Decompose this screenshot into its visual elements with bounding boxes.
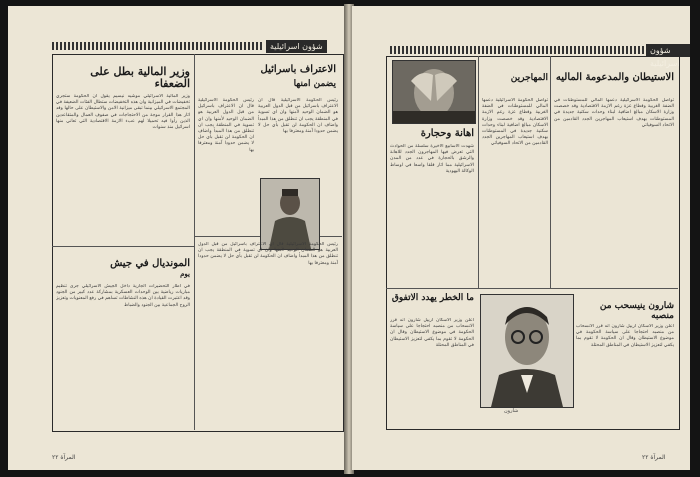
article-body: تواصل الحكومة الاسرائيلية دعمها المالي للمستوطنات في الضفة الغربية وقطاع غزة رغم الازمة الاقتصادية وقد خصصت وزارة الاسكان مبالغ اضافية لبناء وحدات سكنية جديدة في المستوطنات بهدف استيعاب المهاجرين الجدد القادمين من الاتحاد السوفياتي (554, 98, 674, 128)
headline-main: وزير المالية بطل على الضعفاء (90, 65, 190, 91)
left-page (8, 6, 346, 470)
article-body: وزير المالية الاسرائيلي موشيه نيسيم يقول ان الحكومة ستجري تخفيضات في الميزانية وان هذه التخفيضات ستطال الفئات الضعيفة في المجتمع الاسرائيلي بينما تبقى ميزانية الامن والاستيطان على حالها وقد اثار هذا القرار موجة من الاحتجاجات في صفوف العمال والمتقاعدين الذين رأوا فيه تحميلا لهم عبء الازمة الاقتصادية التي تعاني منها اسرائيل منذ سنوات (56, 94, 190, 131)
lower-kicker: يوم (180, 269, 190, 278)
column-divider (478, 56, 479, 288)
column-divider (194, 54, 195, 430)
headline-secondary: الاعتراف باسرائيل (260, 64, 336, 75)
portrait-photo (260, 178, 320, 250)
article-body: رئيس الحكومة الاسرائيلية قال ان الاعتراف باسرائيل من قبل الدول العربية هو الضمان الوحيد لأمنها وان اي تسوية في المنطقة يجب ان تنطلق من هذا المبدأ واضاف ان الحكومة لن تقبل بأي حل لا يضمن حدودا آمنة ومعترفا بها (258, 98, 338, 135)
horizontal-divider (386, 288, 678, 289)
headline-lower: المونديال في جيش (110, 258, 190, 269)
section-label: شؤون اسرائيلية (266, 40, 327, 53)
portrait-illustration (481, 295, 573, 407)
news-photo (392, 60, 476, 124)
column-divider (550, 56, 551, 288)
article-body: شهدت الاسابيع الاخيرة سلسلة من الحوادث التي تعرض فيها المهاجرون الجدد للاهانة والرشق بالحجارة في عدد من المدن الاسرائيلية مما اثار قلقا واسعا في اوساط الوكالة اليهودية (390, 144, 474, 174)
portrait-illustration (261, 179, 319, 249)
headline-mid: اهانة وحجارة (420, 128, 474, 139)
section-label: شؤون اسرائيلية (646, 44, 690, 57)
article-body: في اطار التحضيرات الجارية داخل الجيش الاسرائيلي جرى تنظيم مباريات رياضية بين الوحدات العسكرية بمشاركة عدد كبير من الجنود وقد اعتبرت القيادة ان هذه النشاطات تساهم في رفع المعنويات وتعزيز الروح الجماعية بين الجنود والضباط (56, 284, 190, 308)
article-body: رئيس الحكومة الاسرائيلية قال ان الاعتراف باسرائيل من قبل الدول العربية هو الضمان الوحيد لأمنها وان اي تسوية في المنطقة يجب ان تنطلق من هذا المبدأ واضاف ان الحكومة لن تقبل بأي حل لا يضمن حدودا آمنة ومعترفا بها (198, 98, 254, 153)
page-folio: المرآة ٢٢ (642, 454, 666, 461)
headline-question: ما الخطر يهدد الاتفوق (391, 293, 474, 303)
headline-main: الاستيطان والمدعومة الماليه (555, 72, 674, 83)
headline-secondary-sub: يضمن امنها (293, 79, 336, 89)
headline-small: المهاجرين (510, 73, 548, 83)
page-folio: المرآة ٢٢ (52, 454, 76, 461)
photo-illustration (393, 61, 475, 123)
right-page (352, 6, 690, 470)
portrait-photo (480, 294, 574, 408)
top-ornament-band (390, 46, 654, 54)
article-body: اعلن وزير الاسكان ارييل شارون انه قرر الانسحاب من منصبه احتجاجا على سياسة الحكومة في موضوع الاستيطان وقال ان الحكومة لا تقوم بما يكفي لتعزيز الاستيطان في المناطق المحتلة (576, 324, 674, 348)
headline-bottom: شارون ينيسحب من منصبه (599, 301, 674, 321)
horizontal-divider (52, 246, 194, 247)
photo-caption: شارون (504, 408, 519, 414)
article-body: اعلن وزير الاسكان ارييل شارون انه قرر الانسحاب من منصبه احتجاجا على سياسة الحكومة في موضوع الاستيطان وقال ان الحكومة لا تقوم بما يكفي لتعزيز الاستيطان في المناطق المحتلة (390, 318, 474, 348)
article-body: رئيس الحكومة الاسرائيلية قال ان الاعتراف باسرائيل من قبل الدول العربية هو الضمان الوحيد لأمنها وان اي تسوية في المنطقة يجب ان تنطلق من هذا المبدأ واضاف ان الحكومة لن تقبل بأي حل لا يضمن حدودا آمنة ومعترفا بها (198, 242, 338, 266)
article-body: تواصل الحكومة الاسرائيلية دعمها المالي للمستوطنات في الضفة الغربية وقطاع غزة رغم الازمة الاقتصادية وقد خصصت وزارة الاسكان مبالغ اضافية لبناء وحدات سكنية جديدة في المستوطنات بهدف استيعاب المهاجرين الجدد القادمين من الاتحاد السوفياتي (482, 98, 548, 147)
